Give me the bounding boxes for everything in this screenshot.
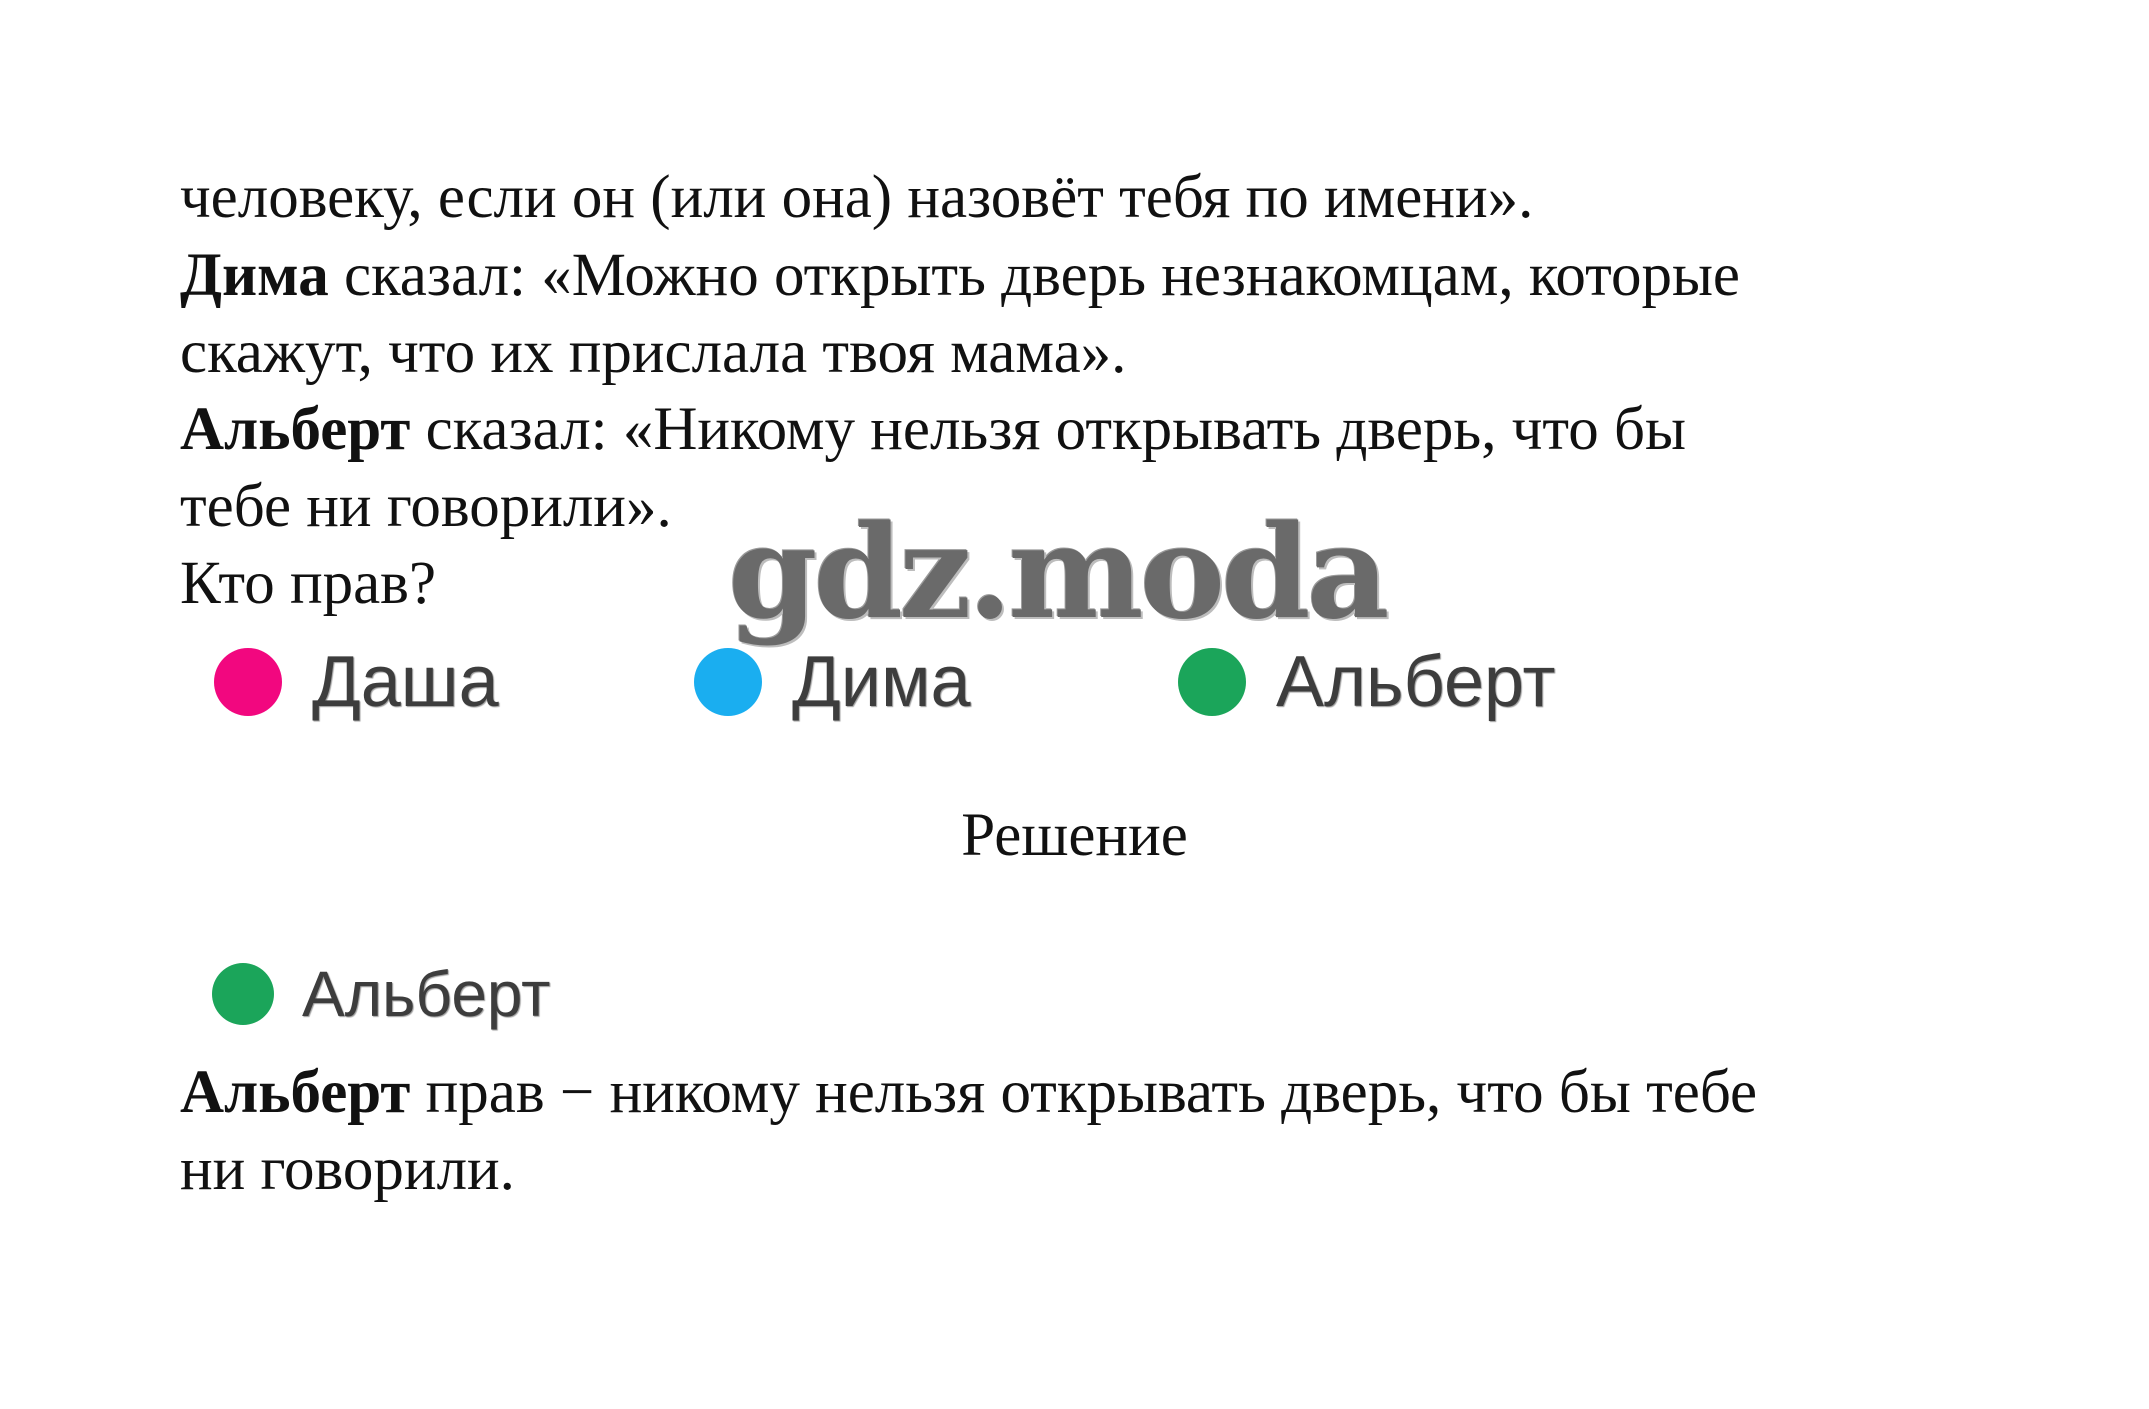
text-line	[180, 392, 1686, 468]
option-dasha[interactable]	[214, 636, 499, 728]
selected-dot-icon	[212, 963, 274, 1025]
text-line	[180, 315, 1126, 391]
option-dot-icon	[214, 648, 282, 716]
option-dima[interactable]	[694, 636, 971, 728]
text-line	[180, 469, 672, 545]
solution-heading: Решение	[961, 802, 1188, 869]
selected-answer-label: Альберт	[302, 958, 551, 1030]
option-albert[interactable]	[1178, 636, 1555, 728]
speaker-name-albert: Альберт	[180, 396, 411, 463]
answer-explanation: прав − никому нельзя открывать дверь, что бы тебе	[410, 1059, 1758, 1126]
text-line	[180, 238, 1740, 314]
answer-text	[180, 1055, 1757, 1131]
watermark-logo: gdz.moda	[728, 498, 1386, 648]
statement-dima: сказал: «Можно открыть дверь незнакомцам, которые	[328, 242, 1741, 309]
option-dot-icon	[1178, 648, 1246, 716]
option-label: Дима	[792, 642, 971, 722]
statement-dima-end: скажут, что их прислала твоя мама».	[180, 319, 1127, 386]
question	[180, 546, 436, 622]
statement-albert: сказал: «Никому нельзя открывать дверь, что бы	[410, 396, 1687, 463]
answer-name: Альберт	[180, 1059, 411, 1126]
option-label: Даша	[312, 642, 499, 722]
answer-options	[182, 636, 1602, 728]
text-line	[180, 160, 1533, 236]
speaker-name-dima: Дима	[180, 242, 329, 309]
statement-dasha-end: человеку, если он (или она) назовёт тебя по имени».	[180, 164, 1534, 231]
option-dot-icon	[694, 648, 762, 716]
statement-albert-end: тебе ни говорили».	[180, 473, 672, 540]
selected-answer	[212, 948, 550, 1040]
answer-explanation-end: ни говорили.	[180, 1136, 515, 1203]
option-label: Альберт	[1276, 642, 1556, 722]
question-text: Кто прав?	[180, 550, 437, 617]
answer-text	[180, 1132, 515, 1208]
